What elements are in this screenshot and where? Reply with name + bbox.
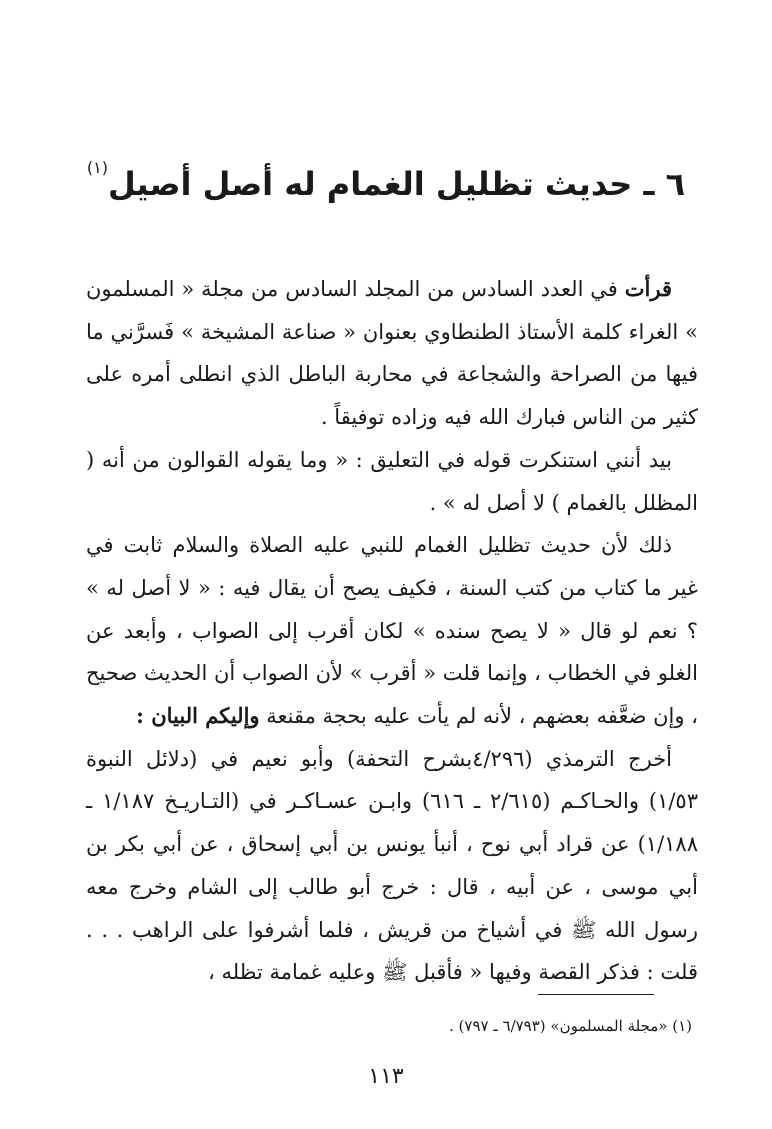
footnote-divider <box>538 994 654 995</box>
paragraph-4 <box>86 738 698 994</box>
paragraph-2 <box>86 439 698 524</box>
paragraph-3 <box>86 524 698 738</box>
body-text <box>86 268 698 994</box>
paragraph-text: في العدد السادس من المجلد السادس من مجلة « المسلمون » الغراء كلمة الأستاذ الطنطاوي بعنوان « صناعة المشيخة » فَسرَّني ما فيها من الصراحة والشجاعة في محاربة الباطل الذي انطلى أمره على كثير من الناس فبارك الله فيه وزاده توفيقاً . <box>86 277 698 430</box>
section-title-text: ٦ ـ حديث تظليل الغمام له أصل أصيل <box>107 165 686 203</box>
paragraph-text: أخرج الترمذي (٤/٢٩٦بشرح التحفة) وأبو نعيم في (دلائل النبوة ١/٥٣) والحـاكـم (٢/٦١٥ ـ ٦١٦) وابـن عسـاكـر في (التـاريـخ ١/١٨٧ ـ ١/١٨٨) عن قراد أبي نوح ، أنبأ يونس بن أبي إسحاق ، عن أبي بكر بن أبي موسى ، عن أبيه ، قال : خرج أبو طالب إلى الشام وخرج معه رسول الله ﷺ في أشياخ من قريش ، فلما أشرفوا على الراهب . . . قلت : فذكر القصة وفيها « فأقبل ﷺ وعليه غمامة تظله ، <box>86 746 698 985</box>
footnote-reference: (١) <box>86 158 108 177</box>
page-number: ١١٣ <box>368 1064 404 1089</box>
footnote: (١) «مجلة المسلمون» (٦/٧٩٣ ـ ٧٩٧) . <box>449 1017 692 1035</box>
paragraph-1 <box>86 268 698 439</box>
paragraph-tail-bold: وإليكم البيان : <box>136 703 260 729</box>
paragraph-lead-word: قرأت <box>624 276 672 301</box>
paragraph-text: بيد أنني استنكرت قوله في التعليق : « وما يقوله القوالون من أنه ( المظلل بالغمام ) لا أصل له » . <box>86 447 698 515</box>
paragraph-text: ذلك لأن حديث تظليل الغمام للنبي عليه الصلاة والسلام ثابت في غير ما كتاب من كتب السنة ، فكيف يصح أن يقال فيه : « لا أصل له » ؟ نعم لو قال « لا يصح سنده » لكان أقرب إلى الصواب ، وأبعد عن الغلو في الخطاب ، وإنما قلت « أقرب » لأن الصواب أن الحديث صحيح ، وإن ضعَّفه بعضهم ، لأنه لم يأت عليه بحجة مقنعة <box>86 533 698 729</box>
section-title <box>60 158 712 203</box>
